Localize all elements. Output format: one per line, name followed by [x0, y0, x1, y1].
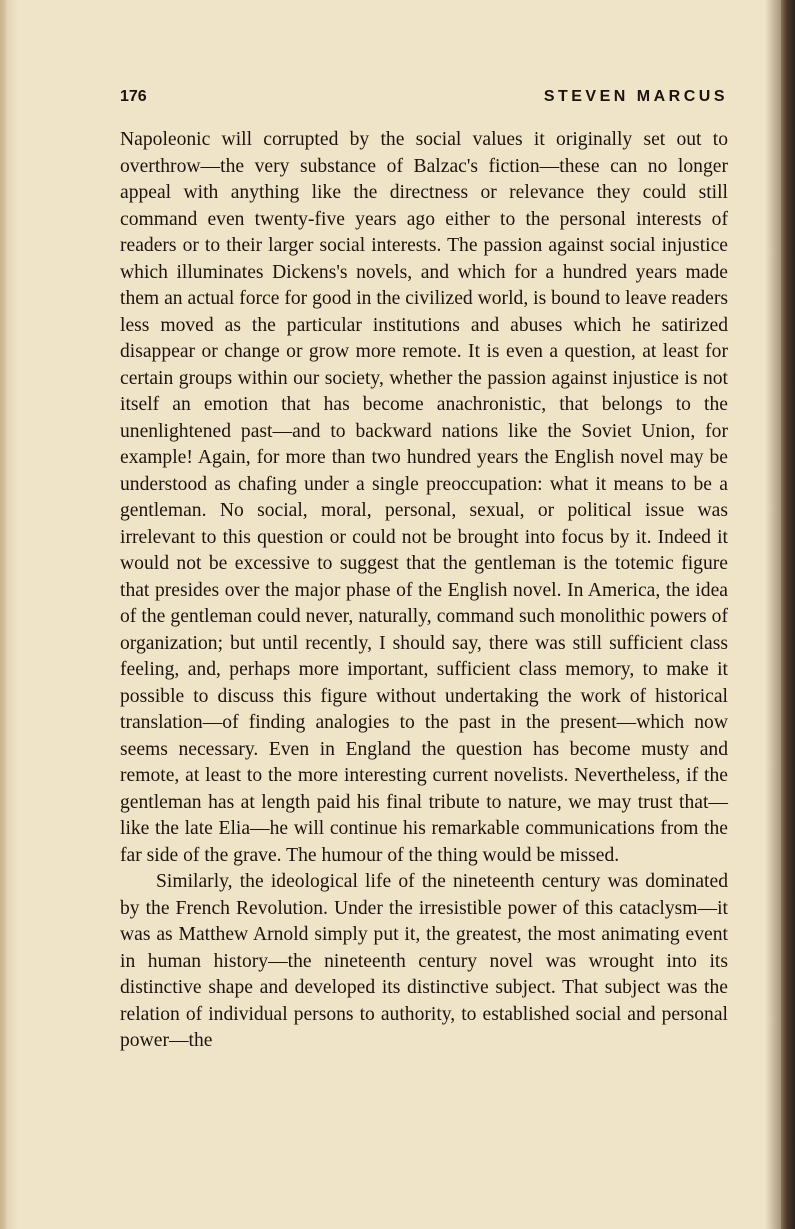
page-gutter-shadow — [0, 0, 8, 1229]
page-number: 176 — [120, 88, 147, 105]
running-head-author: STEVEN MARCUS — [543, 88, 728, 105]
paragraph-2: Similarly, the ideological life of the nineteenth century was dominated by the French Revolution. Under the irresistible power of this cataclysm—it was as Matthew Arnold simply put it, the greatest, the most animating event in human history—the nineteenth century novel was wrought into its distinctive shape and developed its distinctive subject. That subject was the relation of individual persons to authority, to established social and personal power—the — [120, 871, 728, 1051]
page-header — [120, 88, 728, 112]
body-text — [120, 127, 728, 1055]
paragraph-1: Napoleonic will corrupted by the social values it originally set out to overthrow—the very substance of Balzac's fiction—these can no longer appeal with anything like the directness or relevance they could still command even twenty-five years ago either to the personal interests of readers or to their larger social interests. The passion against social injustice which illuminates Dickens's novels, and which for a hundred years made them an actual force for good in the civilized world, is bound to leave readers less moved as the particular institutions and abuses which he satirized disappear or change or grow more remote. It is even a question, at least for certain groups within our society, whether the passion against injustice is not itself an emotion that has become anachronistic, that belongs to the unenlightened past—and to backward nations like the Soviet Union, for example! Again, for more than two hundred years the English novel may be understood as chafing under a single preoccupation: what it means to be a gentleman. No social, moral, personal, sexual, or political issue was irrelevant to this question or could not be brought into focus by it. Indeed it would not be excessive to suggest that the gentleman is the totemic figure that presides over the major phase of the English novel. In America, the idea of the gentleman could never, naturally, command such monolithic powers of organization; but until recently, I should say, there was still sufficient class feeling, and, perhaps more important, sufficient class memory, to make it possible to discuss this figure without undertaking the work of historical translation—of finding analogies to the past in the present—which now seems necessary. Even in England the question has become musty and remote, at least to the more interesting current novelists. Nevertheless, if the gentleman has at length paid his final tribute to nature, we may trust that—like the late Elia—he will continue his remarkable communications from the far side of the grave. The humour of the thing would be missed. — [120, 129, 728, 866]
page-edge-shadow — [781, 0, 795, 1229]
